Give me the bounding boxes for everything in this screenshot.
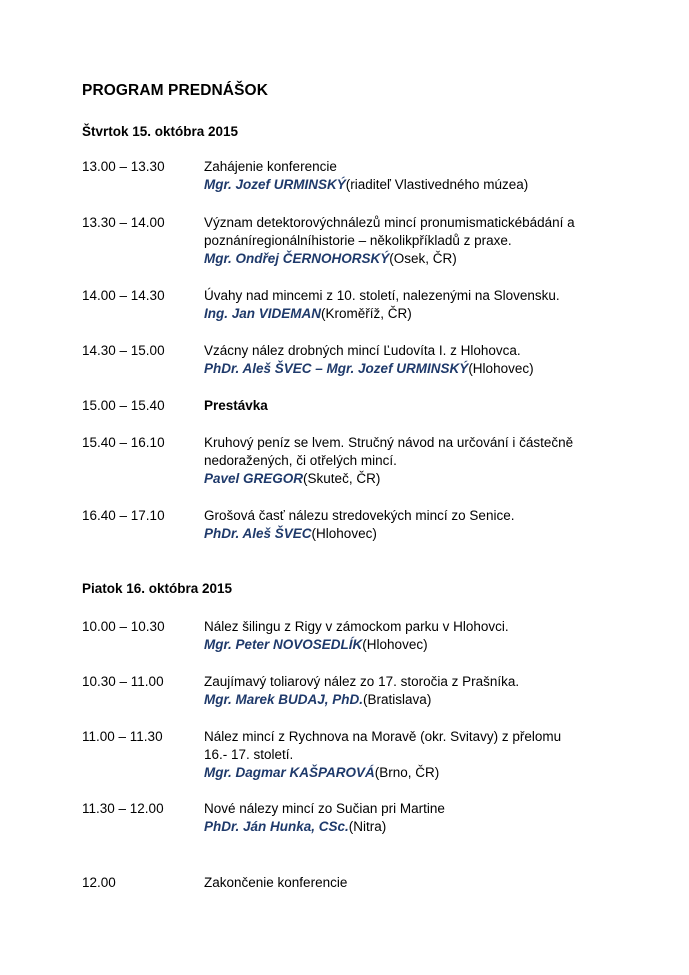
entry-time: 10.30 – 11.00	[82, 674, 164, 689]
entry-title: Zaujímavý toliarový nález zo 17. storočia z Prašníka.	[204, 674, 520, 689]
speaker-affiliation: (riaditeľ Vlastivedného múzea)	[345, 177, 529, 192]
speaker-name: Mgr. Jozef URMINSKÝ	[204, 177, 346, 192]
entry-title: poznáníregionálníhistorie – několikpříkladů z praxe.	[204, 233, 512, 248]
speaker-affiliation: (Hlohovec)	[468, 361, 534, 376]
entry-time: 11.00 – 11.30	[82, 729, 163, 744]
entry-title: nedoražených, či otřelých mincí.	[204, 453, 397, 468]
page-title: PROGRAM PREDNÁŠOK	[82, 82, 268, 99]
speaker-name: Mgr. Ondřej ČERNOHORSKÝ	[204, 251, 390, 266]
entry-title: Kruhový peníz se lvem. Stručný návod na určování i částečně	[204, 435, 574, 450]
entry-content	[204, 397, 640, 415]
speaker-name: Ing. Jan VIDEMAN	[204, 306, 322, 321]
entry-time: 11.30 – 12.00	[82, 801, 164, 816]
entry-content	[204, 287, 640, 323]
speaker-name: Mgr. Dagmar KAŠPAROVÁ	[204, 765, 375, 780]
day-heading: Piatok 16. októbra 2015	[82, 581, 233, 596]
entry-title: Nález mincí z Rychnova na Moravě (okr. Svitavy) z přelomu	[204, 729, 562, 744]
entry-content	[204, 673, 640, 709]
entry-title: Nález šilingu z Rigy v zámockom parku v Hlohovci.	[204, 619, 509, 634]
entry-time: 15.40 – 16.10	[82, 435, 165, 450]
entry-content	[204, 728, 640, 782]
speaker-affiliation: (Kroměříž, ČR)	[321, 306, 412, 321]
speaker-affiliation: (Nitra)	[348, 819, 387, 834]
speaker-name: Mgr. Marek BUDAJ, PhD.	[204, 692, 364, 707]
entry-content	[204, 507, 640, 543]
entry-time: 15.00 – 15.40	[82, 398, 165, 413]
entry-title: Nové nálezy mincí zo Sučian pri Martine	[204, 801, 445, 816]
speaker-affiliation: (Hlohovec)	[362, 637, 428, 652]
entry-content	[204, 342, 640, 378]
entry-content	[204, 158, 640, 194]
entry-title: 16.- 17. století.	[204, 747, 294, 762]
entry-content	[204, 874, 640, 892]
entry-title: Zahájenie konferencie	[204, 159, 337, 174]
speaker-name: PhDr. Aleš ŠVEC – Mgr. Jozef URMINSKÝ	[204, 361, 469, 376]
speaker-affiliation: (Hlohovec)	[311, 526, 377, 541]
entry-title: Zakončenie konferencie	[204, 875, 348, 890]
speaker-affiliation: (Osek, ČR)	[389, 251, 457, 266]
entry-time: 13.30 – 14.00	[82, 215, 165, 230]
break-label: Prestávka	[204, 398, 268, 413]
entry-time: 10.00 – 10.30	[82, 619, 165, 634]
entry-content	[204, 214, 640, 268]
speaker-affiliation: (Brno, ČR)	[374, 765, 440, 780]
speaker-affiliation: (Bratislava)	[363, 692, 432, 707]
entry-content	[204, 618, 640, 654]
entry-time: 12.00	[82, 875, 116, 890]
entry-title: Úvahy nad mincemi z 10. století, nalezenými na Slovensku.	[204, 288, 560, 303]
speaker-affiliation: (Skuteč, ČR)	[303, 471, 381, 486]
speaker-name: Pavel GREGOR	[204, 471, 304, 486]
day-heading: Štvrtok 15. októbra 2015	[82, 124, 239, 139]
speaker-name: PhDr. Ján Hunka, CSc.	[204, 819, 349, 834]
entry-time: 14.30 – 15.00	[82, 343, 165, 358]
entry-time: 16.40 – 17.10	[82, 508, 165, 523]
entry-title: Význam detektorovýchnálezů mincí pronumismatickébádání a	[204, 215, 575, 230]
entry-time: 14.00 – 14.30	[82, 288, 165, 303]
speaker-name: Mgr. Peter NOVOSEDLÍK	[204, 637, 363, 652]
entry-content	[204, 800, 640, 836]
entry-title: Grošová časť nálezu stredovekých mincí zo Senice.	[204, 508, 515, 523]
entry-time: 13.00 – 13.30	[82, 159, 165, 174]
entry-title: Vzácny nález drobných mincí Ľudovíta I. z Hlohovca.	[204, 343, 521, 358]
entry-content	[204, 434, 640, 488]
speaker-name: PhDr. Aleš ŠVEC	[204, 526, 312, 541]
